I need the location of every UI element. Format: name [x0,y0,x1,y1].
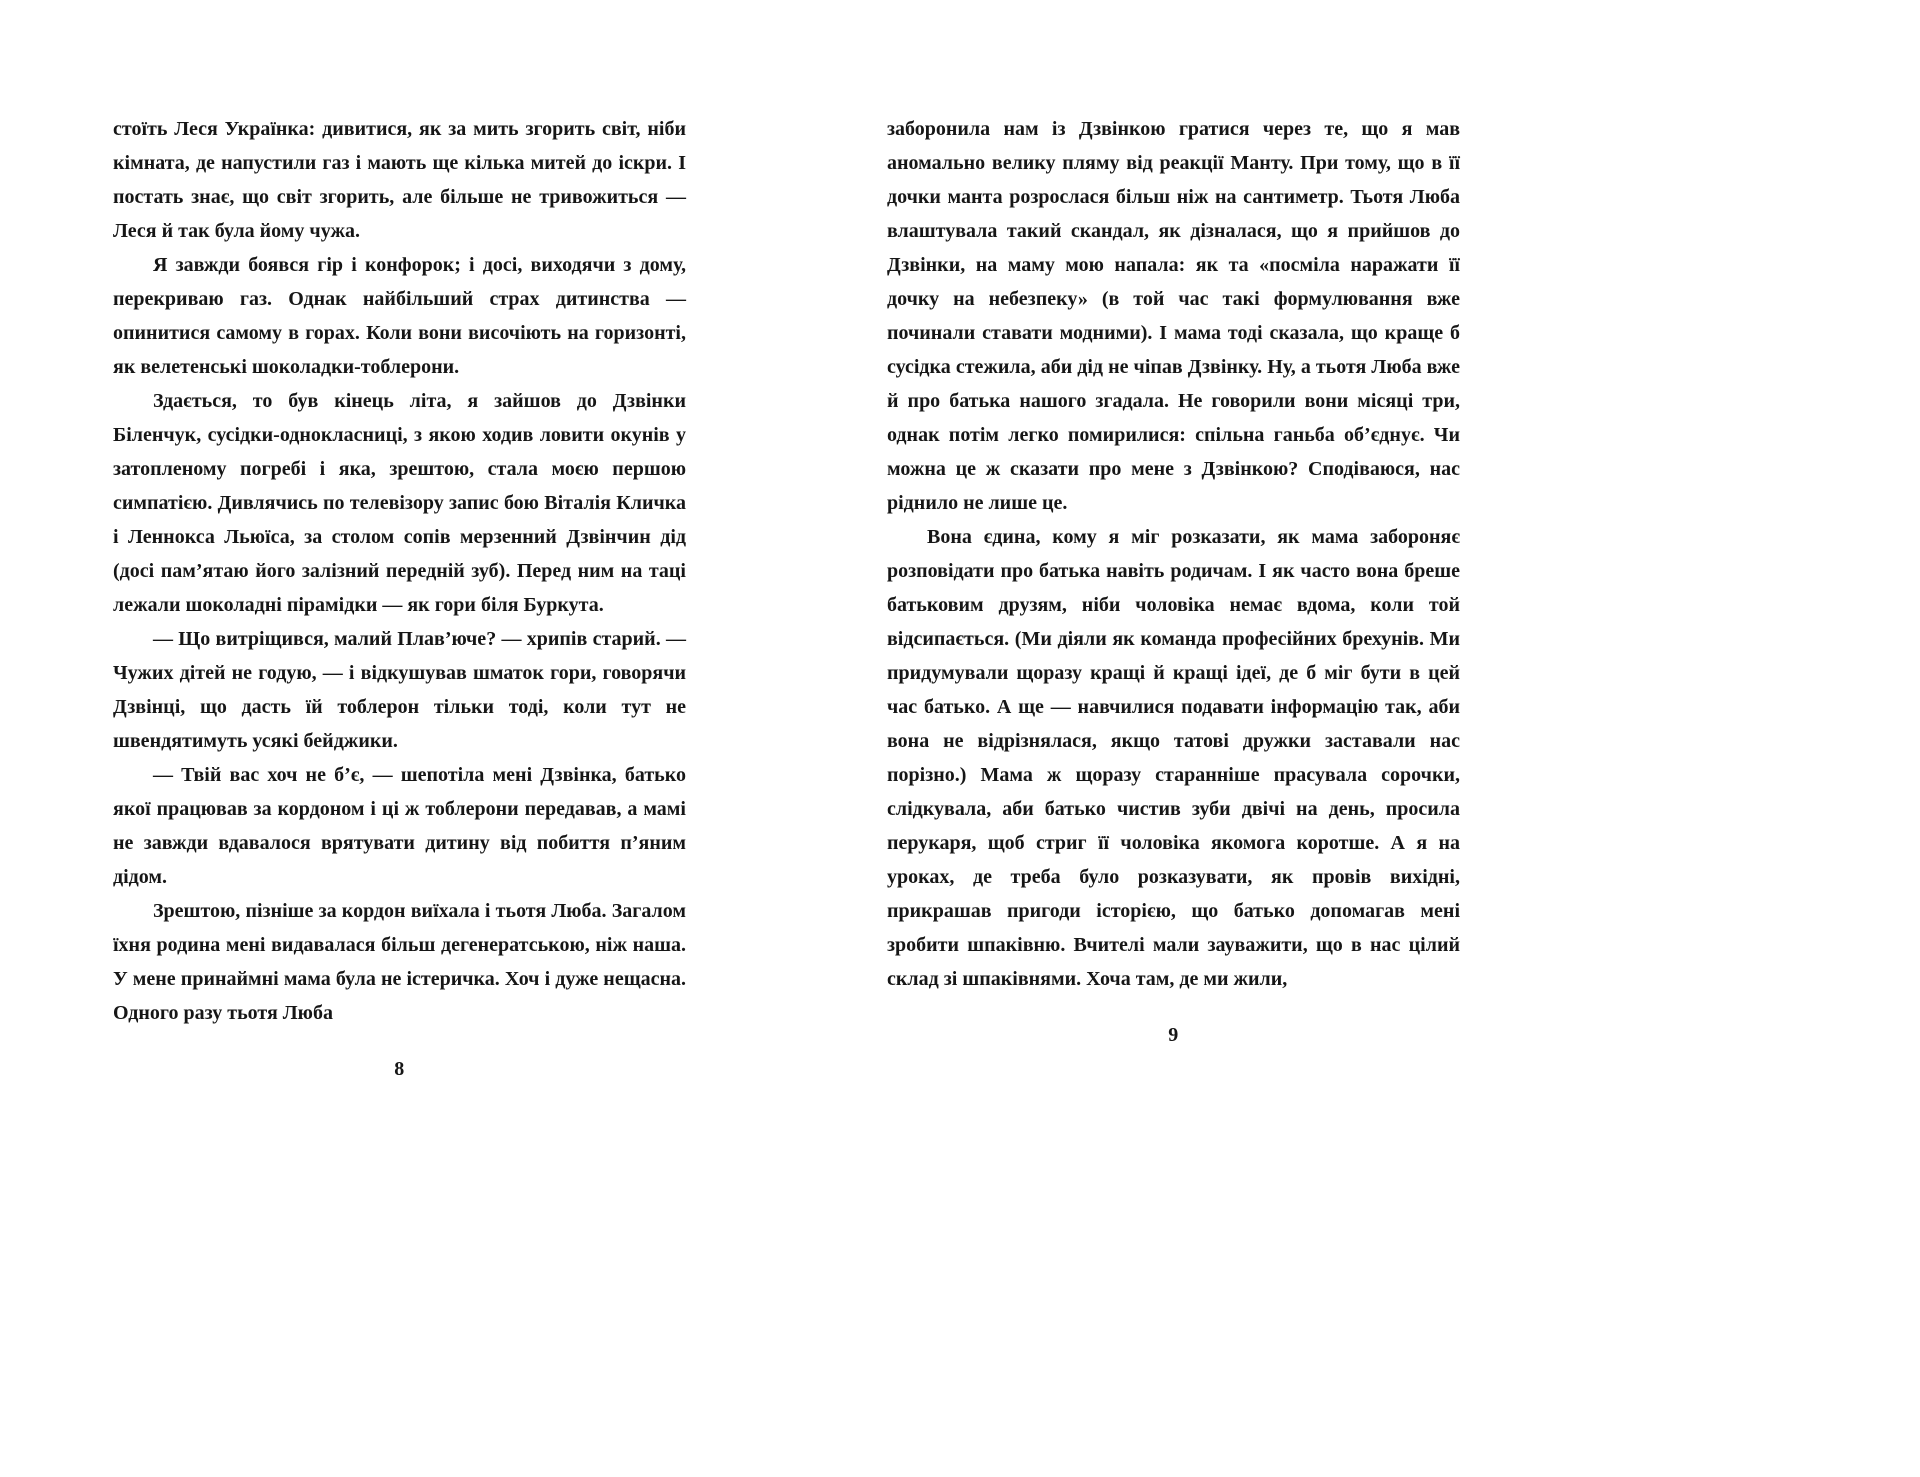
paragraph: — Що витріщився, малий Плав’юче? — хрипів старий. — Чужих дітей не годую, — і відкушував шматок гори, говорячи Дзвінці, що дасть їй тоблерон тільки тоді, коли тут не швендятимуть усякі бейджики. [113,628,686,752]
page-left-text [113,112,686,1030]
page-right-text [887,112,1460,996]
paragraph: стоїть Леся Українка: дивитися, як за мить згорить світ, ніби кімната, де напустили газ і мають ще кілька митей до іскри. І постать знає, що світ згорить, але більше не тривожиться — Леся й так була йому чужа. [113,118,686,242]
paragraph: Здається, то був кінець літа, я зайшов до Дзвінки Біленчук, сусідки-однокласниці, з якою ходив ловити окунів у затопленому погребі і яка, зрештою, стала моєю першою симпатією. Дивлячись по телевізору запис бою Віталія Кличка і Леннокса Льюїса, за столом сопів мерзенний Дзвінчин дід (досі пам’ятаю його залізний передній зуб). Перед ним на таці лежали шоколадні пірамідки — як гори біля Буркута. [113,390,686,616]
page-left-number: 8 [394,1058,405,1080]
page-right-number: 9 [1168,1024,1179,1046]
page-right [887,112,1460,1047]
paragraph: — Твій вас хоч не б’є, — шепотіла мені Дзвінка, батько якої працював за кордоном і ці ж тоблерони передавав, а мамі не завжди вдавалося врятувати дитину від побиття п’яним дідом. [113,764,686,888]
paragraph: Я завжди боявся гір і конфорок; і досі, виходячи з дому, перекриваю газ. Однак найбільший страх дитинства — опинитися самому в горах. Коли вони височіють на горизонті, як велетенські шоколадки-тоблерони. [113,254,686,378]
paragraph: Зрештою, пізніше за кордон виїхала і тьотя Люба. Загалом їхня родина мені видавалася більш дегенератською, ніж наша. У мене принаймні мама була не істеричка. Хоч і дуже нещасна. Одного разу тьотя Люба [113,900,686,1024]
paragraph: заборонила нам із Дзвінкою гратися через те, що я мав аномально велику пляму від реакції Манту. При тому, що в її дочки манта розрослася більш ніж на сантиметр. Тьотя Люба влаштувала такий скандал, як дізналася, що я прийшов до Дзвінки, на маму мою напала: як та «посміла наражати її дочку на небезпеку» (в той час такі формулювання вже починали ставати модними). І мама тоді сказала, що краще б сусідка стежила, аби дід не чіпав Дзвінку. Ну, а тьотя Люба вже й про батька нашого згадала. Не говорили вони місяці три, однак потім легко помирилися: спільна ганьба об’єднує. Чи можна це ж сказати про мене з Дзвінкою? Сподіваюся, нас ріднило не лише це. [887,118,1460,514]
page-left [113,112,686,1081]
paragraph: Вона єдина, кому я міг розказати, як мама забороняє розповідати про батька навіть родичам. І як часто вона бреше батьковим друзям, ніби чоловіка немає вдома, коли той відсипається. (Ми діяли як команда професійних брехунів. Ми придумували щоразу кращі й кращі ідеї, де б міг бути в цей час батько. А ще — навчилися подавати інформацію так, аби вона не відрізнялася, якщо татові дружки заставали нас порізно.) Мама ж щоразу старанніше прасувала сорочки, слідкувала, аби батько чистив зуби двічі на день, просила перукаря, щоб стриг її чоловіка якомога коротше. А я на уроках, де треба було розказувати, як провів вихідні, прикрашав пригоди історією, що батько допомагав мені зробити шпаківню. Вчителі мали зауважити, що в нас цілий склад зі шпаківнями. Хоча там, де ми жили, [887,526,1460,990]
